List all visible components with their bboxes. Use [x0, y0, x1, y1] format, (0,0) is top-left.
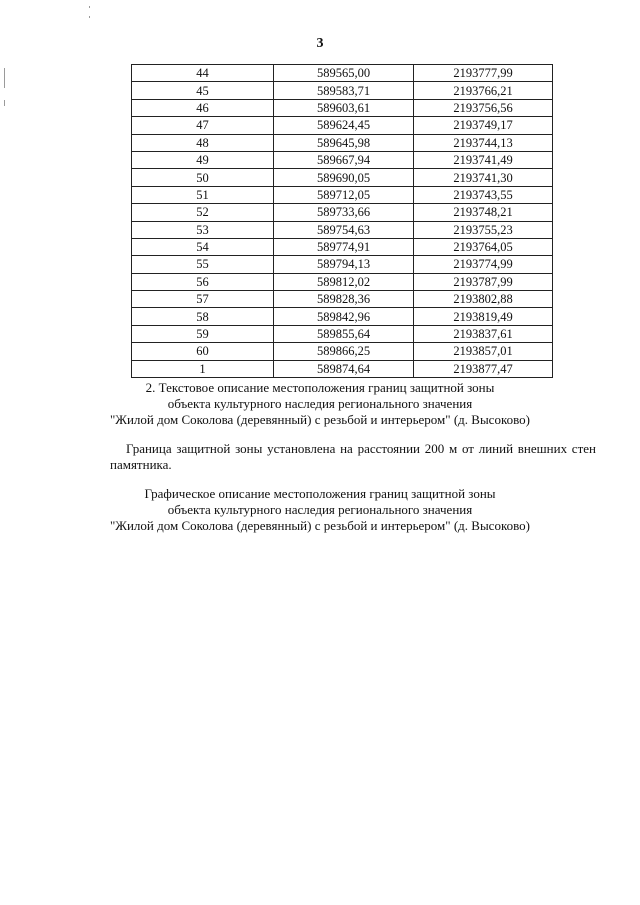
- y-coordinate-cell: 2193756,56: [414, 99, 553, 116]
- graphic-description-heading-line-3: "Жилой дом Соколова (деревянный) с резьбой и интерьером" (д. Высоково): [110, 518, 530, 533]
- table-row: [132, 343, 553, 360]
- point-number-cell: 46: [132, 99, 274, 116]
- coordinates-table: [131, 64, 553, 378]
- table-row: [132, 325, 553, 342]
- x-coordinate-cell: 589842,96: [274, 308, 414, 325]
- table-row: [132, 291, 553, 308]
- y-coordinate-cell: 2193749,17: [414, 117, 553, 134]
- y-coordinate-cell: 2193741,30: [414, 169, 553, 186]
- table-row: [132, 151, 553, 168]
- table-row: [132, 238, 553, 255]
- scan-mark: [89, 6, 90, 8]
- point-number-cell: 60: [132, 343, 274, 360]
- x-coordinate-cell: 589712,05: [274, 186, 414, 203]
- table-row: [132, 360, 553, 377]
- point-number-cell: 58: [132, 308, 274, 325]
- x-coordinate-cell: 589690,05: [274, 169, 414, 186]
- x-coordinate-cell: 589855,64: [274, 325, 414, 342]
- y-coordinate-cell: 2193774,99: [414, 256, 553, 273]
- y-coordinate-cell: 2193741,49: [414, 151, 553, 168]
- x-coordinate-cell: 589866,25: [274, 343, 414, 360]
- table-row: [132, 186, 553, 203]
- table-row: [132, 308, 553, 325]
- point-number-cell: 56: [132, 273, 274, 290]
- point-number-cell: 55: [132, 256, 274, 273]
- table-row: [132, 117, 553, 134]
- y-coordinate-cell: 2193837,61: [414, 325, 553, 342]
- boundary-paragraph: Граница защитной зоны установлена на расстоянии 200 м от линий внешних стен памятника.: [110, 441, 596, 472]
- x-coordinate-cell: 589774,91: [274, 238, 414, 255]
- x-coordinate-cell: 589828,36: [274, 291, 414, 308]
- table-row: [132, 134, 553, 151]
- point-number-cell: 44: [132, 65, 274, 82]
- point-number-cell: 48: [132, 134, 274, 151]
- text-description-heading: [0, 380, 640, 428]
- x-coordinate-cell: 589565,00: [274, 65, 414, 82]
- table-row: [132, 273, 553, 290]
- y-coordinate-cell: 2193744,13: [414, 134, 553, 151]
- x-coordinate-cell: 589733,66: [274, 204, 414, 221]
- coordinates-table-body: [132, 65, 553, 378]
- point-number-cell: 49: [132, 151, 274, 168]
- x-coordinate-cell: 589603,61: [274, 99, 414, 116]
- text-description-heading-line-1: 2. Текстовое описание местоположения границ защитной зоны: [145, 380, 495, 395]
- y-coordinate-cell: 2193748,21: [414, 204, 553, 221]
- text-description-heading-line-2: объекта культурного наследия регионального значения: [167, 396, 473, 411]
- x-coordinate-cell: 589754,63: [274, 221, 414, 238]
- graphic-description-heading-line-1: Графическое описание местоположения границ защитной зоны: [144, 486, 496, 501]
- x-coordinate-cell: 589794,13: [274, 256, 414, 273]
- point-number-cell: 47: [132, 117, 274, 134]
- y-coordinate-cell: 2193787,99: [414, 273, 553, 290]
- y-coordinate-cell: 2193819,49: [414, 308, 553, 325]
- table-row: [132, 256, 553, 273]
- x-coordinate-cell: 589645,98: [274, 134, 414, 151]
- scan-mark: [89, 16, 90, 18]
- table-row: [132, 82, 553, 99]
- graphic-description-heading: [0, 486, 640, 534]
- point-number-cell: 54: [132, 238, 274, 255]
- x-coordinate-cell: 589812,02: [274, 273, 414, 290]
- scan-mark: [4, 100, 5, 106]
- point-number-cell: 50: [132, 169, 274, 186]
- point-number-cell: 59: [132, 325, 274, 342]
- point-number-cell: 52: [132, 204, 274, 221]
- x-coordinate-cell: 589624,45: [274, 117, 414, 134]
- y-coordinate-cell: 2193777,99: [414, 65, 553, 82]
- x-coordinate-cell: 589667,94: [274, 151, 414, 168]
- table-row: [132, 65, 553, 82]
- page-number: 3: [316, 36, 324, 51]
- y-coordinate-cell: 2193857,01: [414, 343, 553, 360]
- table-row: [132, 99, 553, 116]
- y-coordinate-cell: 2193766,21: [414, 82, 553, 99]
- y-coordinate-cell: 2193764,05: [414, 238, 553, 255]
- scan-mark: [4, 68, 5, 88]
- y-coordinate-cell: 2193755,23: [414, 221, 553, 238]
- y-coordinate-cell: 2193802,88: [414, 291, 553, 308]
- point-number-cell: 45: [132, 82, 274, 99]
- point-number-cell: 53: [132, 221, 274, 238]
- graphic-description-heading-line-2: объекта культурного наследия регионального значения: [167, 502, 473, 517]
- y-coordinate-cell: 2193877,47: [414, 360, 553, 377]
- point-number-cell: 57: [132, 291, 274, 308]
- table-row: [132, 169, 553, 186]
- table-row: [132, 204, 553, 221]
- point-number-cell: 51: [132, 186, 274, 203]
- x-coordinate-cell: 589583,71: [274, 82, 414, 99]
- y-coordinate-cell: 2193743,55: [414, 186, 553, 203]
- text-description-heading-line-3: "Жилой дом Соколова (деревянный) с резьбой и интерьером" (д. Высоково): [110, 412, 530, 427]
- point-number-cell: 1: [132, 360, 274, 377]
- x-coordinate-cell: 589874,64: [274, 360, 414, 377]
- table-row: [132, 221, 553, 238]
